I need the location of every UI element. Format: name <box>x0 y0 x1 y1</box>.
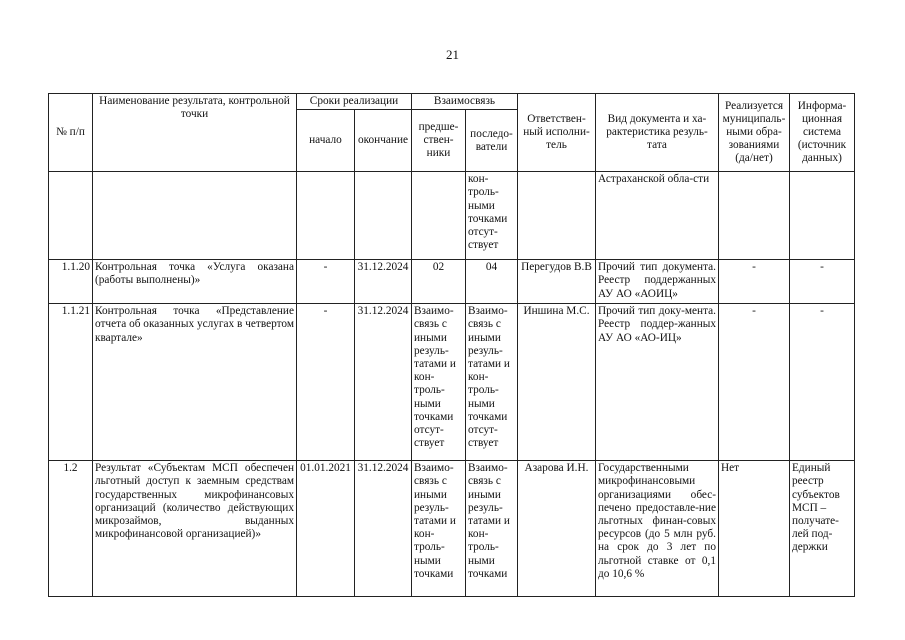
row-resp: Перегудов В.В <box>518 260 596 304</box>
results-table <box>48 93 855 597</box>
row-succ: Взаимо-связь с иными резуль-татами и кон-троль-ными точками <box>466 461 518 597</box>
header-end: окончание <box>355 110 412 172</box>
table-header <box>49 94 855 172</box>
table-row <box>49 260 855 304</box>
row-name: Контрольная точка «Представление отчета об оказанных услугах в четвертом квартале» <box>93 304 297 461</box>
row-doc: Астраханской обла-сти <box>596 172 719 260</box>
page-number: 21 <box>446 47 459 62</box>
row-muni <box>719 172 790 260</box>
row-num: 1.1.20 <box>49 260 93 304</box>
header-resp: Ответствен-ный исполни-тель <box>518 94 596 172</box>
row-doc: Прочий тип доку-мента. Реестр поддер-жанных АУ АО «АО-ИЦ» <box>596 304 719 461</box>
row-info: - <box>790 260 855 304</box>
row-end: 31.12.2024 <box>355 461 412 597</box>
header-pred: предше-ствен-ники <box>412 110 466 172</box>
row-succ: 04 <box>466 260 518 304</box>
header-succ: последо-ватели <box>466 110 518 172</box>
header-num: № п/п <box>49 94 93 172</box>
table-row <box>49 304 855 461</box>
table-row <box>49 172 855 260</box>
row-muni: - <box>719 304 790 461</box>
row-succ: Взаимо-связь с иными резуль-татами и кон-троль-ными точками отсут-ствует <box>466 304 518 461</box>
row-info: - <box>790 304 855 461</box>
row-doc: Государственными микрофинансовыми организациями обес-печено предоставле-ние льготных финан-совых ресурсов (до 5 млн руб. на срок до 3 лет по льготной ставке от 0,1 до 10,6 % <box>596 461 719 597</box>
header-start: начало <box>297 110 355 172</box>
row-pred: Взаимо-связь с иными резуль-татами и кон-троль-ными точками отсут-ствует <box>412 304 466 461</box>
header-muni: Реализуется муниципаль-ными обра-зованиями (да/нет) <box>719 94 790 172</box>
row-muni: - <box>719 260 790 304</box>
row-succ: кон-троль-ными точками отсут-ствует <box>466 172 518 260</box>
row-resp: Иншина М.С. <box>518 304 596 461</box>
row-num: 1.2 <box>49 461 93 597</box>
row-end <box>355 172 412 260</box>
row-num: 1.1.21 <box>49 304 93 461</box>
header-name: Наименование результата, контрольной точки <box>93 94 297 172</box>
row-start: - <box>297 304 355 461</box>
row-pred <box>412 172 466 260</box>
row-start: 01.01.2021 <box>297 461 355 597</box>
row-muni: Нет <box>719 461 790 597</box>
row-pred: 02 <box>412 260 466 304</box>
header-doc: Вид документа и ха-рактеристика резуль-тата <box>596 94 719 172</box>
row-end: 31.12.2024 <box>355 260 412 304</box>
row-start: - <box>297 260 355 304</box>
row-name <box>93 172 297 260</box>
row-start <box>297 172 355 260</box>
row-doc: Прочий тип документа. Реестр поддержанных АУ АО «АОИЦ» <box>596 260 719 304</box>
table-row <box>49 461 855 597</box>
header-info: Информа-ционная система (источник данных) <box>790 94 855 172</box>
row-info <box>790 172 855 260</box>
row-info: Единый реестр субъектов МСП – получате-лей под-держки <box>790 461 855 597</box>
header-link: Взаимосвязь <box>412 94 518 110</box>
row-end: 31.12.2024 <box>355 304 412 461</box>
header-terms: Сроки реализации <box>297 94 412 110</box>
row-name: Результат «Субъектам МСП обеспечен льготный доступ к заемным средствам государственных микрофинансовых организаций (количество действующих микрозаймов, выданных микрофинансовой организацией)» <box>93 461 297 597</box>
row-num <box>49 172 93 260</box>
row-name: Контрольная точка «Услуга оказана (работы выполнены)» <box>93 260 297 304</box>
row-pred: Взаимо-связь с иными резуль-татами и кон-троль-ными точками <box>412 461 466 597</box>
row-resp: Азарова И.Н. <box>518 461 596 597</box>
row-resp <box>518 172 596 260</box>
